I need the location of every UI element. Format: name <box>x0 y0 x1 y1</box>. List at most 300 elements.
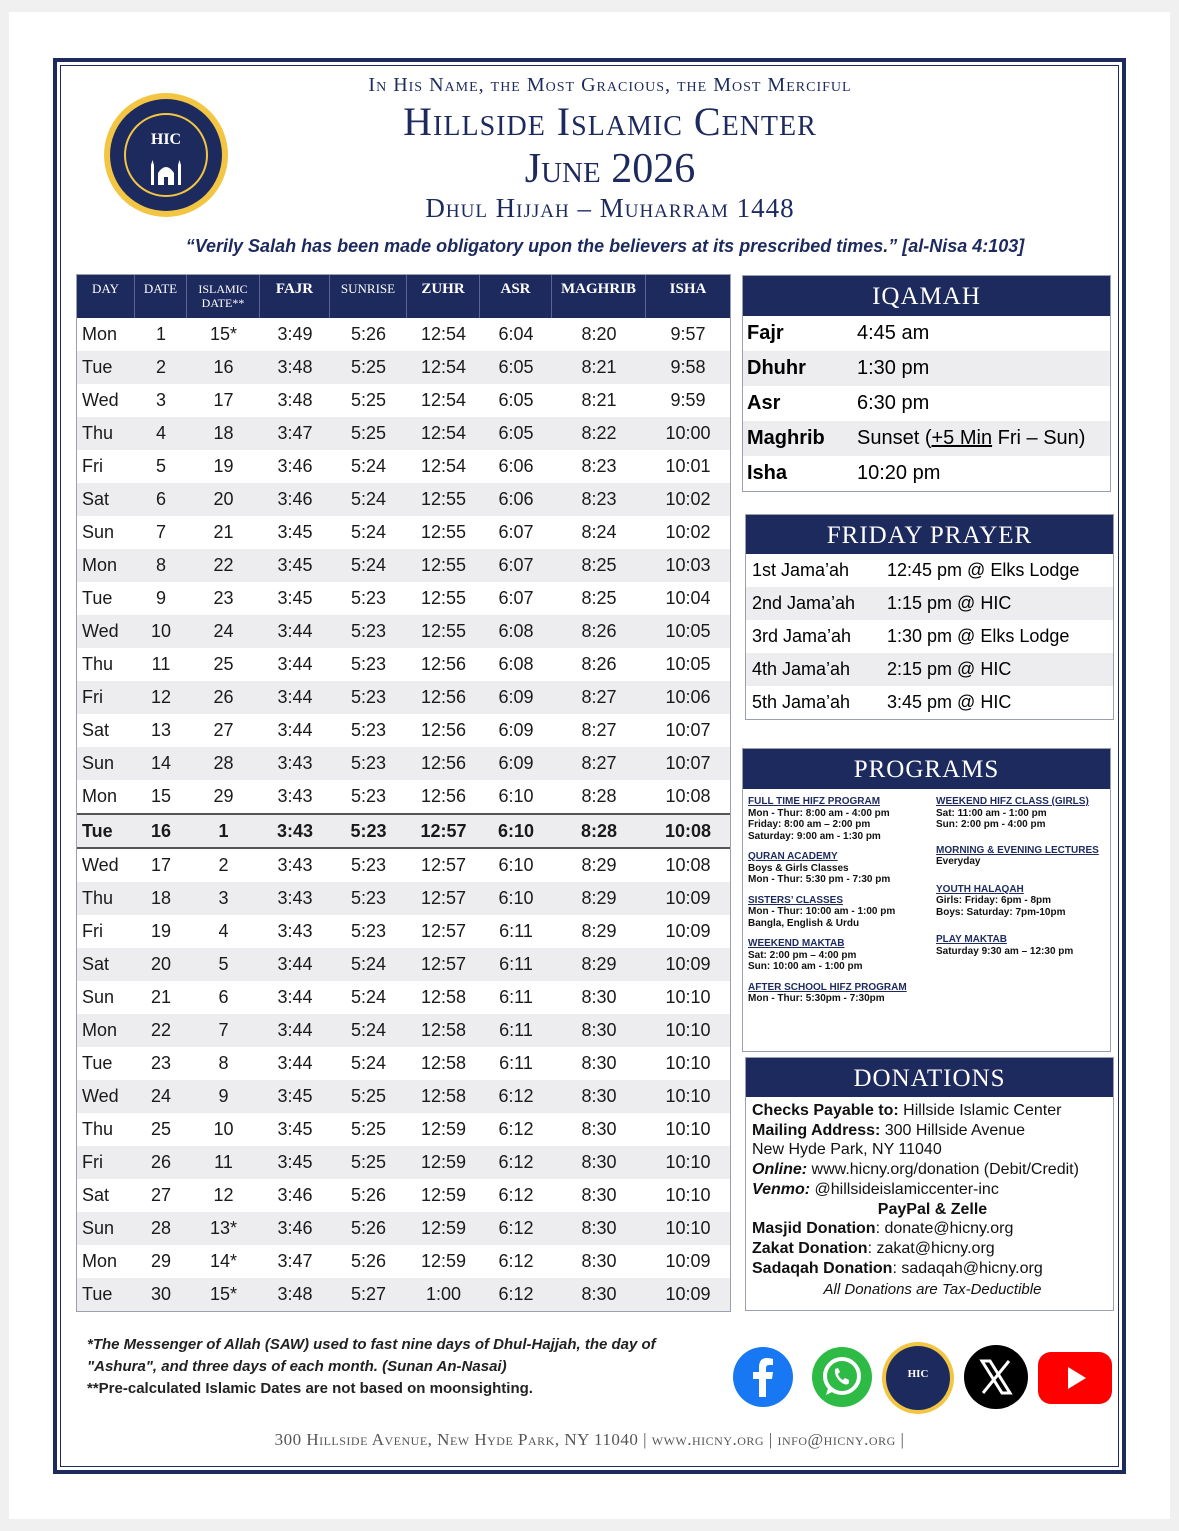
x-twitter-icon[interactable] <box>964 1345 1028 1409</box>
hic-logo-icon[interactable]: HIC <box>882 1342 954 1414</box>
program-item <box>748 796 928 842</box>
cell-fajr: 3:43 <box>277 855 313 875</box>
cell-sunrise: 5:23 <box>350 855 387 875</box>
facebook-icon[interactable] <box>733 1347 793 1407</box>
table-row <box>77 351 730 384</box>
cell-day: Sat <box>82 720 110 740</box>
table-row <box>77 813 730 849</box>
cell-sunrise: 5:27 <box>350 1284 387 1304</box>
table-row <box>77 1113 730 1146</box>
cell-fajr: 3:48 <box>277 1284 313 1304</box>
cell-day: Thu <box>82 654 114 674</box>
cell-sunrise: 5:24 <box>350 555 387 575</box>
cell-fajr: 3:47 <box>277 1251 313 1271</box>
cell-day: Tue <box>82 588 113 608</box>
program-schedule: Boys: Saturday: 7pm-10pm <box>936 906 1066 918</box>
program-schedule: Sat: 11:00 am - 1:00 pm <box>936 807 1047 819</box>
iqamah-time: 1:30 pm <box>857 357 930 379</box>
sadaqah-email[interactable]: : sadaqah@hicny.org <box>892 1259 1043 1277</box>
col-asr: ASR <box>480 275 552 318</box>
cell-date: 18 <box>150 888 172 908</box>
tax-note: All Donations are Tax-Deductible <box>823 1281 1042 1299</box>
cell-isha: 10:10 <box>665 1218 711 1238</box>
cell-date: 20 <box>150 954 172 974</box>
youtube-icon[interactable] <box>1038 1352 1112 1404</box>
jamaah-time: 2:15 pm @ HIC <box>887 659 1012 679</box>
cell-zuhr: 12:57 <box>420 888 467 908</box>
table-row <box>77 417 730 450</box>
programs-left-column <box>748 796 928 1014</box>
program-schedule: Boys & Girls Classes <box>748 862 849 874</box>
cell-date: 22 <box>150 1020 172 1040</box>
cell-day: Tue <box>82 820 113 841</box>
cell-maghrib: 8:23 <box>581 456 617 476</box>
cell-fajr: 3:44 <box>277 654 313 674</box>
program-item <box>936 934 1108 957</box>
program-title: WEEKEND MAKTAB <box>748 938 845 949</box>
cell-asr: 6:11 <box>499 987 533 1007</box>
cell-sunrise: 5:24 <box>350 456 387 476</box>
cell-isha: 10:10 <box>665 1152 711 1172</box>
cell-date: 11 <box>151 654 171 674</box>
cell-asr: 6:09 <box>498 753 534 773</box>
iqamah-box <box>742 275 1111 492</box>
cell-maghrib: 8:23 <box>581 489 617 509</box>
cell-sunrise: 5:23 <box>350 888 387 908</box>
table-row <box>77 882 730 915</box>
cell-day: Sat <box>82 489 110 509</box>
program-schedule: Sun: 2:00 pm - 4:00 pm <box>936 819 1046 830</box>
program-item <box>936 796 1108 831</box>
cell-asr: 6:11 <box>499 921 533 941</box>
cell-isha: 10:05 <box>665 654 711 674</box>
cell-day: Sun <box>82 522 115 542</box>
donations-box <box>745 1057 1114 1311</box>
program-item <box>748 895 928 930</box>
cell-islamic-date: 14* <box>209 1251 238 1271</box>
cell-islamic-date: 8 <box>218 1053 229 1073</box>
cell-sunrise: 5:23 <box>350 786 387 806</box>
cell-asr: 6:04 <box>498 324 534 344</box>
cell-zuhr: 12:54 <box>420 357 467 377</box>
cell-fajr: 3:43 <box>277 888 313 908</box>
cell-sunrise: 5:24 <box>350 1053 387 1073</box>
cell-zuhr: 12:59 <box>420 1218 467 1238</box>
cell-zuhr: 12:55 <box>420 489 467 509</box>
footnotes: *The Messenger of Allah (SAW) used to fast nine days of Dhul-Hajjah, the day of "Ashura", and three days of each month. (Sunan An-Nasai) **Pre-calculated Islamic Dates are not based on moonsighting. <box>87 1336 656 1397</box>
cell-fajr: 3:44 <box>277 720 313 740</box>
program-schedule: Sat: 2:00 pm – 4:00 pm <box>748 949 857 961</box>
cell-isha: 10:07 <box>665 720 711 740</box>
cell-asr: 6:10 <box>497 820 535 841</box>
hic-logo <box>104 93 228 217</box>
col-sunrise: SUNRISE <box>330 275 407 318</box>
cell-isha: 10:07 <box>665 753 711 773</box>
cell-islamic-date: 1 <box>218 820 229 841</box>
jamaah-name: 1st Jama’ah <box>752 560 850 580</box>
cell-zuhr: 12:58 <box>420 1020 467 1040</box>
program-title: MORNING & EVENING LECTURES <box>936 844 1099 856</box>
program-schedule: Mon - Thur: 8:00 am - 4:00 pm <box>748 807 890 819</box>
cell-islamic-date: 13* <box>209 1218 238 1238</box>
cell-isha: 9:57 <box>670 324 706 344</box>
month-title: June 2026 <box>524 146 696 192</box>
cell-islamic-date: 9 <box>218 1086 229 1106</box>
cell-fajr: 3:46 <box>277 1218 313 1238</box>
zakat-email[interactable]: : zakat@hicny.org <box>867 1239 995 1257</box>
cell-maghrib: 8:21 <box>581 390 617 410</box>
cell-maghrib: 8:29 <box>581 855 617 875</box>
iqamah-title: IQAMAH <box>743 276 1110 316</box>
cell-day: Sat <box>82 954 110 974</box>
cell-fajr: 3:43 <box>277 921 313 941</box>
cell-sunrise: 5:23 <box>350 820 387 841</box>
jamaah-time: 1:30 pm @ Elks Lodge <box>887 626 1070 646</box>
program-schedule: Mon - Thur: 10:00 am - 1:00 pm <box>748 906 896 917</box>
donation-link[interactable]: www.hicny.org/donation (Debit/Credit) <box>807 1161 1079 1179</box>
table-row <box>77 450 730 483</box>
cell-day: Tue <box>82 1284 113 1304</box>
maghrib-offset-link: +5 Min <box>931 427 993 449</box>
jamaah-name: 5th Jama’ah <box>752 692 851 712</box>
table-row <box>77 318 730 351</box>
program-schedule: Everyday <box>936 856 981 867</box>
cell-fajr: 3:44 <box>277 1053 313 1073</box>
table-row <box>77 1014 730 1047</box>
cell-zuhr: 12:56 <box>420 786 467 806</box>
cell-zuhr: 12:59 <box>420 1185 467 1205</box>
cell-islamic-date: 20 <box>213 489 234 509</box>
table-row <box>77 1080 730 1113</box>
cell-day: Thu <box>82 423 114 443</box>
program-item <box>748 982 928 1005</box>
cell-maghrib: 8:28 <box>580 820 618 841</box>
cell-islamic-date: 10 <box>213 1119 234 1139</box>
masjid-email[interactable]: : donate@hicny.org <box>875 1220 1014 1238</box>
cell-zuhr: 12:55 <box>420 522 467 542</box>
cell-zuhr: 12:57 <box>420 855 467 875</box>
cell-day: Mon <box>82 1251 118 1271</box>
cell-day: Wed <box>82 390 119 410</box>
cell-isha: 10:09 <box>665 921 711 941</box>
cell-day: Mon <box>82 555 118 575</box>
cell-fajr: 3:46 <box>277 1185 313 1205</box>
table-row <box>77 1212 730 1245</box>
cell-asr: 6:12 <box>498 1086 534 1106</box>
cell-date: 23 <box>150 1053 172 1073</box>
cell-date: 12 <box>150 687 172 707</box>
col-maghrib: MAGHRIB <box>552 275 646 318</box>
programs-title: PROGRAMS <box>743 749 1110 789</box>
cell-islamic-date: 4 <box>218 921 229 941</box>
cell-zuhr: 12:54 <box>420 390 467 410</box>
programs-right-column <box>936 796 1108 966</box>
cell-islamic-date: 28 <box>213 753 234 773</box>
cell-day: Mon <box>82 324 118 344</box>
cell-date: 3 <box>155 390 166 410</box>
cell-asr: 6:10 <box>498 888 534 908</box>
table-header <box>77 275 730 318</box>
cell-isha: 10:10 <box>665 1185 711 1205</box>
cell-zuhr: 12:59 <box>420 1152 467 1172</box>
table-row <box>77 948 730 981</box>
whatsapp-icon[interactable] <box>812 1347 872 1407</box>
cell-date: 2 <box>155 357 166 377</box>
cell-fajr: 3:45 <box>277 588 313 608</box>
iqamah-row <box>743 421 1110 456</box>
program-title: QURAN ACADEMY <box>748 851 838 862</box>
col-isha: ISHA <box>669 281 707 297</box>
cell-maghrib: 8:27 <box>581 720 617 740</box>
cell-date: 10 <box>150 621 172 641</box>
cell-fajr: 3:46 <box>277 489 313 509</box>
program-schedule: Sun: 10:00 am - 1:00 pm <box>748 961 863 972</box>
cell-sunrise: 5:23 <box>350 921 387 941</box>
cell-maghrib: 8:30 <box>581 1218 617 1238</box>
cell-maghrib: 8:30 <box>581 1251 617 1271</box>
cell-date: 25 <box>150 1119 172 1139</box>
cell-asr: 6:10 <box>498 786 534 806</box>
cell-maghrib: 8:30 <box>581 1185 617 1205</box>
cell-isha: 10:01 <box>665 456 711 476</box>
cell-asr: 6:12 <box>498 1185 534 1205</box>
cell-fajr: 3:45 <box>277 522 313 542</box>
cell-zuhr: 12:56 <box>420 687 467 707</box>
cell-maghrib: 8:25 <box>581 588 617 608</box>
col-islamic-date: ISLAMIC DATE** <box>187 275 260 318</box>
cell-islamic-date: 26 <box>213 687 234 707</box>
cell-isha: 10:10 <box>665 987 711 1007</box>
iqamah-name: Maghrib <box>747 427 825 449</box>
cell-date: 30 <box>150 1284 172 1304</box>
table-row <box>77 648 730 681</box>
cell-day: Wed <box>82 621 119 641</box>
cell-sunrise: 5:26 <box>350 1251 387 1271</box>
cell-isha: 10:10 <box>665 1119 711 1139</box>
cell-isha: 10:08 <box>664 820 712 841</box>
cell-islamic-date: 6 <box>218 987 229 1007</box>
cell-day: Fri <box>82 687 103 707</box>
cell-sunrise: 5:23 <box>350 687 387 707</box>
table-row <box>77 915 730 948</box>
cell-fajr: 3:47 <box>277 423 313 443</box>
table-row <box>77 1047 730 1080</box>
table-row <box>77 549 730 582</box>
cell-isha: 10:08 <box>665 786 711 806</box>
cell-islamic-date: 23 <box>213 588 234 608</box>
cell-sunrise: 5:23 <box>350 654 387 674</box>
program-item <box>936 845 1108 868</box>
jamaah-time: 3:45 pm @ HIC <box>887 692 1012 712</box>
cell-maghrib: 8:30 <box>581 987 617 1007</box>
cell-isha: 10:06 <box>665 687 711 707</box>
cell-isha: 10:10 <box>665 1053 711 1073</box>
cell-sunrise: 5:25 <box>350 1086 387 1106</box>
cell-maghrib: 8:27 <box>581 687 617 707</box>
jamaah-name: 4th Jama’ah <box>752 659 851 679</box>
col-date: DATE <box>135 275 187 318</box>
cell-fajr: 3:48 <box>277 390 313 410</box>
cell-sunrise: 5:25 <box>350 357 387 377</box>
col-fajr: FAJR <box>260 275 330 318</box>
cell-date: 5 <box>155 456 166 476</box>
cell-sunrise: 5:24 <box>350 954 387 974</box>
cell-zuhr: 12:54 <box>420 324 467 344</box>
cell-islamic-date: 29 <box>213 786 234 806</box>
table-row <box>77 849 730 882</box>
cell-asr: 6:05 <box>498 423 534 443</box>
cell-fajr: 3:45 <box>277 555 313 575</box>
cell-zuhr: 1:00 <box>425 1284 462 1304</box>
iqamah-row <box>743 316 1110 351</box>
cell-maghrib: 8:20 <box>581 324 617 344</box>
friday-row <box>746 653 1113 686</box>
cell-islamic-date: 21 <box>213 522 234 542</box>
table-row <box>77 1179 730 1212</box>
cell-zuhr: 12:55 <box>420 555 467 575</box>
cell-asr: 6:05 <box>498 357 534 377</box>
cell-maghrib: 8:30 <box>581 1053 617 1073</box>
cell-fajr: 3:44 <box>277 687 313 707</box>
cell-date: 19 <box>150 921 172 941</box>
cell-asr: 6:06 <box>498 489 534 509</box>
cell-date: 17 <box>150 855 172 875</box>
cell-islamic-date: 5 <box>218 954 229 974</box>
cell-sunrise: 5:24 <box>350 522 387 542</box>
program-schedule: Saturday 9:30 am – 12:30 pm <box>936 945 1074 957</box>
cell-islamic-date: 2 <box>218 855 229 875</box>
program-item <box>936 884 1108 919</box>
cell-islamic-date: 12 <box>213 1185 234 1205</box>
cell-islamic-date: 3 <box>218 888 229 908</box>
cell-zuhr: 12:57 <box>420 921 467 941</box>
cell-asr: 6:11 <box>499 1053 533 1073</box>
cell-isha: 10:10 <box>665 1020 711 1040</box>
cell-maghrib: 8:29 <box>581 921 617 941</box>
jamaah-name: 2nd Jama’ah <box>752 593 856 613</box>
cell-zuhr: 12:55 <box>420 621 467 641</box>
cell-date: 15 <box>150 786 172 806</box>
cell-day: Fri <box>82 921 103 941</box>
cell-date: 6 <box>155 489 166 509</box>
friday-prayer-box <box>745 514 1114 720</box>
iqamah-name: Fajr <box>747 322 784 344</box>
cell-isha: 9:58 <box>670 357 706 377</box>
cell-day: Thu <box>82 1119 114 1139</box>
table-row <box>77 384 730 417</box>
cell-day: Sun <box>82 987 115 1007</box>
cell-day: Wed <box>82 855 119 875</box>
friday-row <box>746 554 1113 587</box>
cell-islamic-date: 19 <box>213 456 234 476</box>
cell-asr: 6:11 <box>499 1020 533 1040</box>
cell-date: 28 <box>150 1218 172 1238</box>
cell-fajr: 3:49 <box>277 324 313 344</box>
cell-asr: 6:12 <box>498 1218 534 1238</box>
cell-islamic-date: 17 <box>213 390 234 410</box>
table-row <box>77 714 730 747</box>
iqamah-row <box>743 351 1110 386</box>
cell-isha: 10:10 <box>665 1086 711 1106</box>
table-row <box>77 516 730 549</box>
mosque-icon <box>148 155 184 185</box>
program-title: WEEKEND HIFZ CLASS (GIRLS) <box>936 796 1089 807</box>
cell-islamic-date: 16 <box>213 357 234 377</box>
cell-day: Fri <box>82 456 103 476</box>
cell-date: 27 <box>150 1185 172 1205</box>
table-row <box>77 582 730 615</box>
cell-sunrise: 5:25 <box>350 1152 387 1172</box>
cell-date: 9 <box>155 588 166 608</box>
iqamah-time: Sunset (+5 Min Fri – Sun) <box>857 427 1086 449</box>
cell-fajr: 3:46 <box>277 456 313 476</box>
logo-text: HIC <box>150 131 182 148</box>
cell-isha: 10:04 <box>665 588 711 608</box>
cell-asr: 6:12 <box>498 1152 534 1172</box>
cell-islamic-date: 15* <box>209 324 238 344</box>
program-schedule: Mon - Thur: 5:30pm - 7:30pm <box>748 993 885 1004</box>
cell-asr: 6:10 <box>498 855 534 875</box>
program-schedule: Girls: Friday: 6pm - 8pm <box>936 895 1052 906</box>
cell-asr: 6:08 <box>498 654 534 674</box>
cell-date: 24 <box>150 1086 172 1106</box>
cell-maghrib: 8:21 <box>581 357 617 377</box>
table-row <box>77 1278 730 1311</box>
cell-sunrise: 5:23 <box>350 753 387 773</box>
table-row <box>77 681 730 714</box>
cell-isha: 10:05 <box>665 621 711 641</box>
cell-fajr: 3:45 <box>277 1119 313 1139</box>
cell-sunrise: 5:26 <box>350 1185 387 1205</box>
table-row <box>77 780 730 813</box>
cell-date: 4 <box>155 423 166 443</box>
cell-maghrib: 8:30 <box>581 1020 617 1040</box>
cell-day: Sun <box>82 753 115 773</box>
cell-maghrib: 8:30 <box>581 1086 617 1106</box>
program-item <box>748 938 928 973</box>
jamaah-time: 1:15 pm @ HIC <box>887 593 1012 613</box>
cell-maghrib: 8:29 <box>581 888 617 908</box>
cell-day: Sun <box>82 1218 115 1238</box>
cell-maghrib: 8:30 <box>581 1152 617 1172</box>
cell-date: 26 <box>150 1152 172 1172</box>
cell-day: Thu <box>82 888 114 908</box>
table-body <box>77 318 730 1311</box>
cell-date: 7 <box>155 522 166 542</box>
program-schedule: Bangla, English & Urdu <box>748 917 860 929</box>
cell-day: Wed <box>82 1086 119 1106</box>
cell-sunrise: 5:23 <box>350 720 387 740</box>
cell-maghrib: 8:28 <box>581 786 617 806</box>
cell-zuhr: 12:57 <box>420 820 467 841</box>
cell-asr: 6:09 <box>498 687 534 707</box>
cell-zuhr: 12:55 <box>420 588 467 608</box>
cell-asr: 6:12 <box>498 1119 534 1139</box>
iqamah-name: Isha <box>747 462 788 484</box>
cell-zuhr: 12:54 <box>420 456 467 476</box>
cell-asr: 6:11 <box>499 954 533 974</box>
table-row <box>77 981 730 1014</box>
cell-asr: 6:08 <box>498 621 534 641</box>
col-zuhr: ZUHR <box>407 275 480 318</box>
cell-fajr: 3:48 <box>277 357 313 377</box>
cell-day: Mon <box>82 786 118 806</box>
cell-isha: 10:09 <box>665 954 711 974</box>
cell-zuhr: 12:57 <box>420 954 467 974</box>
table-row <box>77 747 730 780</box>
jamaah-time: 12:45 pm @ Elks Lodge <box>887 560 1080 580</box>
cell-fajr: 3:44 <box>277 954 313 974</box>
